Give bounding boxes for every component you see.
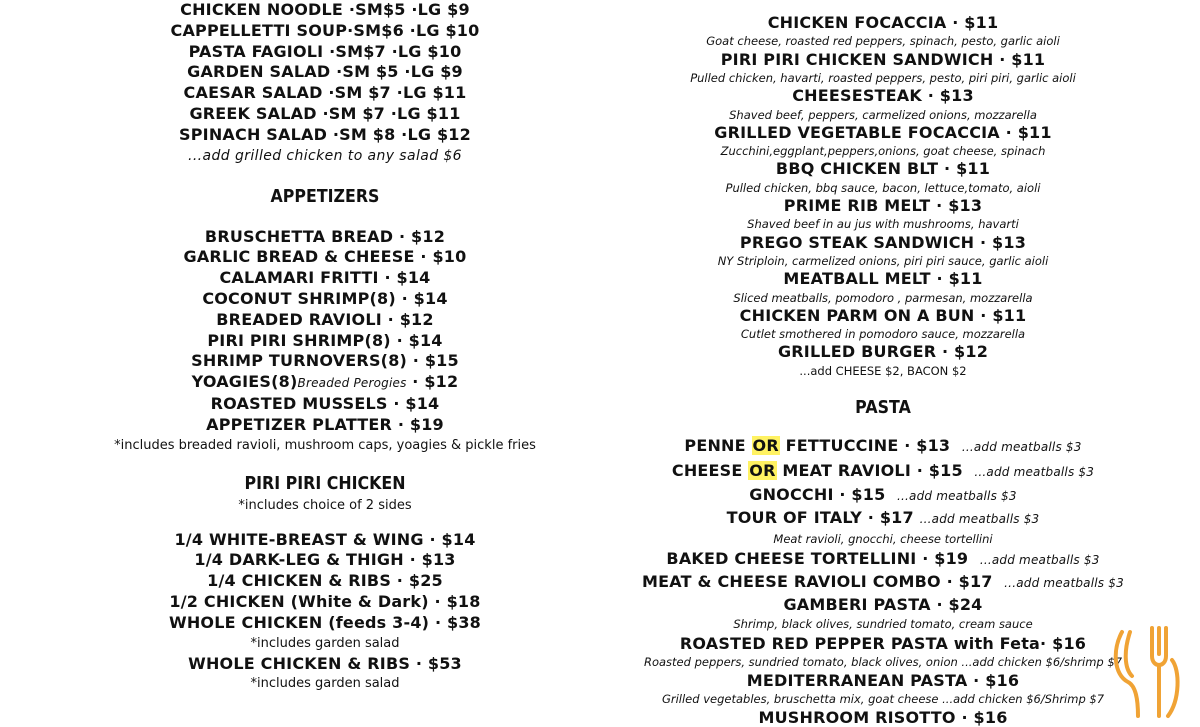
sandwich-description: NY Striploin, carmelized onions, piri piri sauce, garlic aioli (717, 254, 1049, 269)
menu-item: 1/4 DARK-LEG & THIGH · $13 (194, 550, 456, 570)
menu-item: BRUSCHETTA BREAD · $12 (204, 226, 446, 246)
sandwich-name: CHICKEN PARM ON A BUN · $11 (739, 305, 1027, 325)
appetizers-heading: APPETIZERS (270, 185, 380, 207)
menu-item: PIRI PIRI SHRIMP(8) · $14 (207, 330, 443, 350)
soups-salads-list (40, 0, 610, 146)
menu-item: ROASTED MUSSELS · $14 (210, 393, 440, 413)
sandwich-name: CHICKEN FOCACCIA · $11 (767, 13, 999, 32)
pasta-item (598, 459, 1168, 484)
pasta-item (598, 507, 1168, 530)
left-menu-column (40, 0, 610, 694)
yoagies-description: Breaded Perogies (297, 376, 407, 391)
meatball-addon: ...add meatballs $3 (961, 440, 1082, 455)
pasta-description: Shrimp, black olives, sundried tomato, cream sauce (733, 617, 1033, 632)
menu-item: SHRIMP TURNOVERS(8) · $15 (191, 351, 459, 371)
pasta-list (598, 434, 1168, 727)
menu-item: GARDEN SALAD ·SM $5 ·LG $9 (187, 62, 463, 82)
meatball-addon: ...add meatballs $3 (896, 489, 1017, 504)
fork-spoon-logo-icon (1108, 620, 1188, 720)
pasta-item: MEDITERRANEAN PASTA · $16 (746, 670, 1020, 690)
menu-item: CAESAR SALAD ·SM $7 ·LG $11 (183, 83, 467, 103)
menu-item: PASTA FAGIOLI ·SM$7 ·LG $10 (188, 41, 462, 61)
menu-item: 1/4 WHITE-BREAST & WING · $14 (174, 529, 476, 549)
pasta-name: TOUR OF ITALY · $17 (726, 508, 914, 528)
piri-piri-list (40, 530, 610, 634)
sandwich-description: Sliced meatballs, pomodoro , parmesan, mozzarella (733, 290, 1033, 305)
pasta-name: BAKED CHEESE TORTELLINI · $19 (666, 549, 969, 569)
garden-salad-note: *includes garden salad (250, 635, 400, 651)
sandwich-list (598, 14, 1168, 380)
pasta-item: ROASTED RED PEPPER PASTA with Feta· $16 (679, 633, 1087, 653)
pasta-name: GNOCCHI · $15 (749, 485, 886, 505)
pasta-description: Roasted peppers, sundried tomato, black olives, onion ...add chicken $6/shrimp $7 (643, 654, 1123, 669)
pasta-item (598, 484, 1168, 507)
sandwich-name: GRILLED BURGER · $12 (777, 342, 989, 362)
sandwich-name: BBQ CHICKEN BLT · $11 (775, 159, 991, 179)
pasta-heading: PASTA (855, 397, 911, 419)
sandwich-description: Zucchini,eggplant,peppers,onions, goat cheese, spinach (720, 144, 1046, 159)
sandwich-name: PRIME RIB MELT · $13 (783, 196, 983, 216)
pasta-name-part: PENNE (684, 436, 752, 456)
yoagies-price: · $12 (406, 372, 459, 392)
piri-piri-heading: PIRI PIRI CHICKEN (244, 472, 406, 494)
menu-item: WHOLE CHICKEN (feeds 3-4) · $38 (168, 612, 481, 632)
sandwich-name: MEATBALL MELT · $11 (783, 269, 983, 289)
menu-item: BREADED RAVIOLI · $12 (216, 309, 434, 329)
pasta-item: MUSHROOM RISOTTO · $16 (758, 707, 1008, 727)
menu-item-yoagies (40, 372, 610, 394)
menu-item: SPINACH SALAD ·SM $8 ·LG $12 (179, 124, 471, 144)
pasta-name-part: CHEESE (671, 461, 749, 481)
pasta-name-part: FETTUCCINE · $13 (779, 436, 951, 456)
meatball-addon: ...add meatballs $3 (919, 512, 1040, 527)
or-highlight: OR (749, 461, 776, 481)
sandwich-name: PREGO STEAK SANDWICH · $13 (739, 232, 1027, 252)
pasta-item: GAMBERI PASTA · $24 (783, 595, 983, 615)
yoagies-name: YOAGIES(8) (191, 372, 298, 392)
menu-item: WHOLE CHICKEN & RIBS · $53 (188, 653, 462, 673)
pasta-name-part: MEAT RAVIOLI · $15 (776, 461, 963, 481)
sandwich-description: Shaved beef, peppers, carmelized onions, mozzarella (729, 107, 1037, 122)
pasta-name: MEAT & CHEESE RAVIOLI COMBO · $17 (642, 572, 993, 592)
sandwich-description: Pulled chicken, bbq sauce, bacon, lettuce,tomato, aioli (725, 180, 1041, 195)
menu-item: GARLIC BREAD & CHEESE · $10 (183, 247, 467, 267)
sandwich-name: GRILLED VEGETABLE FOCACCIA · $11 (714, 122, 1052, 142)
pasta-item (598, 571, 1168, 594)
menu-item: CHICKEN NOODLE ·SM$5 ·LG $9 (180, 0, 470, 19)
menu-item: 1/4 CHICKEN & RIBS · $25 (207, 571, 443, 591)
menu-item: 1/2 CHICKEN (White & Dark) · $18 (169, 591, 481, 611)
sandwich-description: Cutlet smothered in pomodoro sauce, mozzarella (740, 327, 1026, 342)
sandwich-description: ...add CHEESE $2, BACON $2 (799, 363, 967, 378)
meatball-addon: ...add meatballs $3 (1004, 576, 1124, 591)
pasta-description: Meat ravioli, gnocchi, cheese tortellini (773, 532, 993, 547)
sandwich-name: CHEESESTEAK · $13 (792, 86, 974, 106)
menu-item: COCONUT SHRIMP(8) · $14 (202, 288, 448, 308)
appetizers-list (40, 227, 610, 436)
platter-note: *includes breaded ravioli, mushroom caps, yoagies & pickle fries (114, 437, 536, 453)
meatball-addon: ...add meatballs $3 (974, 465, 1095, 480)
pasta-item (598, 548, 1168, 571)
pasta-description: Grilled vegetables, bruschetta mix, goat cheese ...add chicken $6/Shrimp $7 (661, 691, 1105, 706)
menu-item: APPETIZER PLATTER · $19 (206, 414, 444, 434)
sandwich-description: Shaved beef in au jus with mushrooms, havarti (747, 217, 1019, 232)
sandwich-description: Goat cheese, roasted red peppers, spinach, pesto, garlic aioli (706, 34, 1060, 49)
pasta-item (598, 434, 1168, 459)
or-highlight: OR (752, 436, 779, 456)
garden-salad-note: *includes garden salad (250, 676, 400, 692)
right-menu-column (598, 14, 1168, 727)
sandwich-name: PIRI PIRI CHICKEN SANDWICH · $11 (720, 49, 1046, 69)
menu-item: GREEK SALAD ·SM $7 ·LG $11 (189, 103, 461, 123)
menu-item: CALAMARI FRITTI · $14 (219, 268, 431, 288)
meatball-addon: ...add meatballs $3 (979, 553, 1100, 568)
menu-item: CAPPELLETTI SOUP·SM$6 ·LG $10 (170, 20, 480, 40)
sandwich-description: Pulled chicken, havarti, roasted peppers, pesto, piri piri, garlic aioli (690, 71, 1076, 86)
sides-note: *includes choice of 2 sides (238, 497, 412, 513)
salad-addon-note: ...add grilled chicken to any salad $6 (187, 147, 462, 164)
